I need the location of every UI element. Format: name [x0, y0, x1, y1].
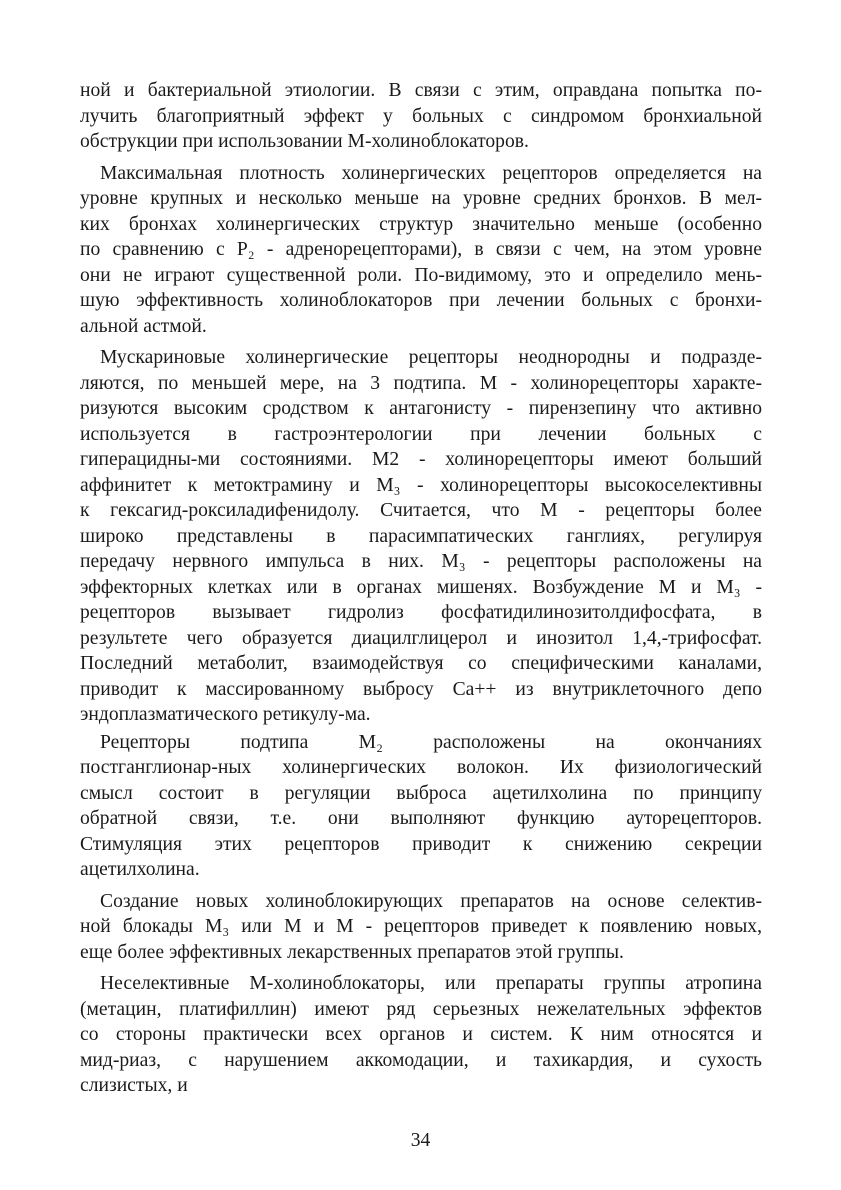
text-line: широко представлены в парасимпатических ганглиях, регулируя [80, 525, 762, 547]
text-line: рецепторов вызывает гидролиз фосфатидилинозитолдифосфата, в [80, 602, 762, 623]
text-line: используется в гастроэнтерологии при лечении больных с [80, 423, 762, 445]
text-line: ной блокады М₃ или М и М - рецепторов приведет к появлению новых, [80, 916, 762, 937]
paragraph-6 [80, 971, 762, 1099]
text-line: альной астмой. [80, 315, 207, 337]
text-line: Неселективные М-холиноблокаторы, или препараты группы атропина [100, 973, 762, 994]
paragraph-1 [80, 78, 762, 155]
text-line: Создание новых холиноблокирующих препаратов на основе селектив- [100, 890, 762, 912]
text-line: эндоплазматического ретикулу-ма. [80, 704, 371, 725]
text-line: шую эффективность холиноблокаторов при лечении больных с бронхи- [80, 290, 762, 311]
text-line: мид-риаз, с нарушением аккомодации, и тахикардия, и сухость [80, 1049, 762, 1071]
text-line: аффинитет к метоктрамину и М₃ - холинорецепторы высокоселективны [80, 474, 762, 496]
text-line: они не играют существенной роли. По-видимому, это и определило мень- [80, 264, 762, 286]
text-line: еще более эффективных лекарственных препаратов этой группы. [80, 941, 624, 963]
paragraph-4 [80, 730, 762, 883]
text-line: (метацин, платифиллин) имеют ряд серьезных нежелательных эффектов [80, 998, 762, 1020]
text-line: ляются, по меньшей мере, на 3 подтипа. М - холинорецепторы характе- [80, 372, 762, 394]
page-body [80, 78, 762, 1099]
text-line: Рецепторы подтипа М₂ расположены на окончаниях [100, 731, 762, 753]
text-line: ких бронхах холинергических структур значительно меньше (особенно [80, 213, 762, 235]
text-line: Мускариновые холинергические рецепторы неоднородны и подразде- [100, 347, 762, 368]
text-line: уровне крупных и несколько меньше на уровне средних бронхов. В мел- [80, 188, 762, 209]
text-line: смысл состоит в регуляции выброса ацетилхолина по принципу [80, 782, 762, 804]
text-line: ацетилхолина. [80, 859, 200, 880]
text-line: обструкции при использовании М-холиноблокаторов. [80, 131, 529, 152]
text-line: результете чего образуется диацилглицерол и инозитол 1,4,-трифосфат. [80, 627, 762, 649]
paragraph-2 [80, 161, 762, 340]
text-line: к гексагид-роксиладифенидолу. Считается, что М - рецепторы более [80, 500, 762, 521]
text-line: Максимальная плотность холинергических рецепторов определяется на [100, 162, 762, 184]
text-line: Стимуляция этих рецепторов приводит к снижению секреции [80, 833, 762, 855]
paragraph-5 [80, 889, 762, 966]
text-line: ной и бактериальной этиологии. В связи с этим, оправдана попытка по- [80, 80, 762, 101]
text-line: гиперацидны-ми состояниями. М2 - холинорецепторы имеют больший [80, 449, 762, 470]
text-line: лучить благоприятный эффект у больных с синдромом бронхиальной [80, 105, 762, 127]
text-line: передачу нервного импульса в них. М₃ - рецепторы расположены на [80, 551, 762, 572]
page-number: 34 [410, 1130, 431, 1151]
text-line: ризуются высоким сродством к антагонисту - пирензепину что активно [80, 398, 762, 419]
text-line: слизистых, и [80, 1075, 188, 1096]
text-line: со стороны практически всех органов и систем. К ним относятся и [80, 1024, 762, 1045]
paragraph-3 [80, 345, 762, 728]
text-line: Последний метаболит, взаимодействуя со специфическими каналами, [80, 653, 762, 674]
text-line: эффекторных клетках или в органах мишенях. Возбуждение М и М₃ - [80, 576, 762, 598]
text-line: приводит к массированному выбросу Са++ из внутриклеточного депо [80, 678, 762, 700]
text-line: постганглионар-ных холинергических волокон. Их физиологический [80, 757, 762, 778]
text-line: обратной связи, т.е. они выполняют функцию ауторецепторов. [80, 808, 762, 829]
text-line: по сравнению с Р₂ - адренорецепторами), в связи с чем, на этом уровне [80, 239, 762, 260]
